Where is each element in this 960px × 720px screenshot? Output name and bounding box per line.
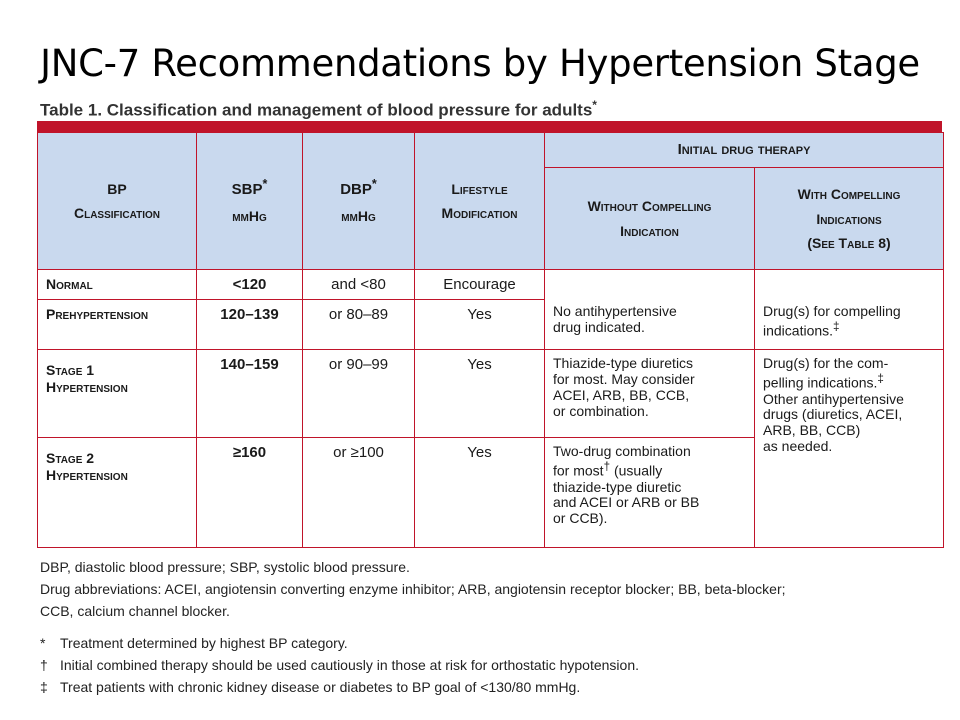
table-caption-mark: *: [592, 98, 597, 112]
header-without-compelling-indication: Without Compelling Indication: [545, 168, 755, 270]
footnote-2: [40, 654, 940, 676]
table-caption: [40, 98, 597, 121]
sbp-cell: ≥160: [197, 438, 303, 548]
table-top-bar: [37, 121, 942, 132]
header-with-compelling-indications: With Compelling Indications (See Table 8): [755, 168, 944, 270]
header-bp-classification: BP Classification: [38, 133, 197, 270]
table-caption-text: Table 1. Classification and management of blood pressure for adults: [40, 100, 593, 120]
footnote-text: Initial combined therapy should be used cautiously in those at risk for orthostatic hypotension.: [60, 657, 639, 673]
with-compelling-cell-stage-1-2: Drug(s) for the com- pelling indications.‡ Other antihypertensive drugs (diuretics, ACEI, ARB, BB, CCB) as needed.: [755, 350, 944, 548]
footnote-mark: ‡: [40, 679, 48, 695]
table-notes: [40, 556, 940, 698]
footnote-3: [40, 676, 940, 698]
header-dbp: DBP* mmHg: [303, 133, 415, 270]
sbp-cell: 140–159: [197, 350, 303, 438]
dbp-cell: or 90–99: [303, 350, 415, 438]
dbp-cell: or 80–89: [303, 300, 415, 350]
footnote-mark: †: [40, 657, 48, 673]
lifestyle-cell: Yes: [415, 350, 545, 438]
dbp-cell: or ≥100: [303, 438, 415, 548]
classification-cell: Prehypertension: [38, 300, 197, 350]
header-row-1: [38, 133, 944, 168]
without-compelling-cell-normal-prehypertension: No antihypertensive drug indicated.: [545, 270, 755, 350]
classification-cell: Normal: [38, 270, 197, 300]
abbreviation-note-3: CCB, calcium channel blocker.: [40, 603, 230, 619]
classification-cell: Stage 1 Hypertension: [38, 350, 197, 438]
dbp-cell: and <80: [303, 270, 415, 300]
table-row-stage-1: [38, 350, 944, 438]
slide-title: JNC-7 Recommendations by Hypertension Stage: [40, 42, 920, 85]
without-compelling-cell-stage-1: Thiazide-type diuretics for most. May consider ACEI, ARB, BB, CCB, or combination.: [545, 350, 755, 438]
footnote-text: Treat patients with chronic kidney disease or diabetes to BP goal of <130/80 mmHg.: [60, 679, 581, 695]
abbreviation-note-2: Drug abbreviations: ACEI, angiotensin converting enzyme inhibitor; ARB, angiotensin receptor blocker; BB, beta-blocker;: [40, 581, 786, 597]
footnote-mark: *: [40, 635, 46, 651]
header-lifestyle-modification: Lifestyle Modification: [415, 133, 545, 270]
footnote-text: Treatment determined by highest BP category.: [60, 635, 348, 651]
without-compelling-cell-stage-2: Two-drug combination for most† (usually thiazide-type diuretic and ACEI or ARB or BB or CCB).: [545, 438, 755, 548]
classification-cell: Stage 2 Hypertension: [38, 438, 197, 548]
header-initial-drug-therapy: Initial drug therapy: [545, 133, 944, 168]
sbp-cell: 120–139: [197, 300, 303, 350]
with-compelling-cell-normal-prehypertension: Drug(s) for compelling indications.‡: [755, 270, 944, 350]
footnote-1: [40, 632, 940, 654]
table-row-normal: [38, 270, 944, 300]
lifestyle-cell: Yes: [415, 438, 545, 548]
lifestyle-cell: Encourage: [415, 270, 545, 300]
header-sbp: SBP* mmHg: [197, 133, 303, 270]
bp-classification-table: [37, 132, 944, 548]
lifestyle-cell: Yes: [415, 300, 545, 350]
abbreviation-note-1: DBP, diastolic blood pressure; SBP, systolic blood pressure.: [40, 559, 410, 575]
sbp-cell: <120: [197, 270, 303, 300]
